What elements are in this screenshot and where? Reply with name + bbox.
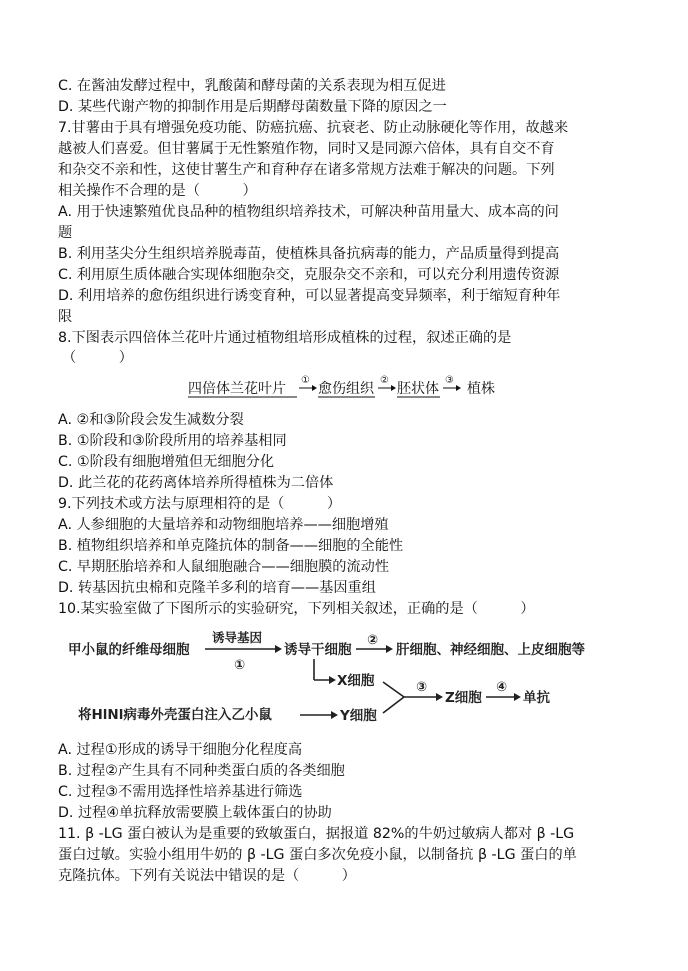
arrow-step-4: ④ — [496, 680, 508, 695]
text-line: 题 — [58, 225, 73, 241]
option-d: D. 利用培养的愈伤组织进行诱变育种，可以显著提高变异频率，利于缩短育种年 — [58, 288, 561, 304]
arrow-step-3: ③ — [416, 680, 428, 695]
text-line: 蛋白过敏。实验小组用牛奶的 β -LG 蛋白多次免疫小鼠，以制备抗 β -LG 蛋白的单 — [58, 847, 577, 863]
option-c: C. ①阶段有细胞增殖但无细胞分化 — [58, 454, 275, 470]
x-cell-node: X细胞 — [337, 673, 375, 689]
arrow-step-1: ① — [234, 658, 246, 673]
diagram-box-embryoid: 胚状体 — [397, 381, 439, 397]
option-b: B. 过程②产生具有不同种类蛋白质的各类细胞 — [58, 763, 345, 779]
z-cell-node: Z细胞 — [445, 690, 482, 706]
diagram-step-3: ③ — [445, 375, 454, 386]
option-d: D. 此兰花的花药离体培养所得植株为二倍体 — [58, 475, 334, 491]
answer-blank: （ ） — [62, 350, 133, 366]
diagram-plant: 植株 — [467, 381, 495, 397]
text-line: 限 — [58, 309, 73, 325]
text-line: 克隆抗体。下列有关说法中错误的是（ ） — [58, 868, 356, 884]
differentiated-cells: 肝细胞、神经细胞、上皮细胞等 — [396, 642, 585, 658]
monoclonal-antibody-diagram — [68, 627, 628, 729]
question-8-stem: 8.下图表示四倍体兰花叶片通过植物组培形成植株的过程，叙述正确的是 — [58, 330, 512, 346]
question-9-stem: 9.下列技术或方法与原理相符的是（ ） — [58, 496, 342, 512]
option-b: B. ①阶段和③阶段所用的培养基相同 — [58, 433, 287, 449]
option-c: C. 利用原生质体融合实现体细胞杂交，克服杂交不亲和，可以充分利用遗传资源 — [58, 267, 560, 283]
y-cell-node: Y细胞 — [340, 708, 377, 724]
arrow-label-gene: 诱导基因 — [212, 630, 263, 645]
diagram-step-2: ② — [380, 375, 389, 386]
question-7-stem: 7.甘薯由于具有增强免疫功能、防癌抗癌、抗衰老、防止动脉硬化等作用，故越来 — [58, 120, 569, 136]
diagram-box-leaf: 四倍体兰花叶片 — [188, 381, 286, 397]
option-c: C. 早期胚胎培养和人鼠细胞融合——细胞膜的流动性 — [58, 559, 390, 575]
source-fibroblast: 甲小鼠的纤维母细胞 — [68, 642, 190, 658]
option-d: D. 转基因抗虫棉和克隆羊多利的培育——基因重组 — [58, 580, 376, 596]
question-10-stem: 10.某实验室做了下图所示的实验研究，下列相关叙述，正确的是（ ） — [58, 601, 535, 617]
option-a: A. 人参细胞的大量培养和动物细胞培养——细胞增殖 — [58, 517, 389, 533]
option-b: B. 利用茎尖分生组织培养脱毒苗，使植株具备抗病毒的能力，产品质量得到提高 — [58, 246, 560, 262]
option-a: A. 过程①形成的诱导干细胞分化程度高 — [58, 742, 303, 758]
text-line: 越被人们喜爱。但甘薯属于无性繁殖作物，同时又是同源六倍体，具有自交不育 — [58, 141, 555, 157]
source-h1n1-injection: 将HlNl病毒外壳蛋白注入乙小鼠 — [78, 707, 272, 723]
stem-cell-node: 诱导干细胞 — [284, 642, 352, 658]
option-b: B. 植物组织培养和单克隆抗体的制备——细胞的全能性 — [58, 538, 404, 554]
option-c: C. 过程③不需用选择性培养基进行筛选 — [58, 784, 303, 800]
text-line: C. 在酱油发酵过程中，乳酸菌和酵母菌的关系表现为相互促进 — [58, 78, 446, 94]
text-line: 相关操作不合理的是（ ） — [58, 183, 257, 199]
text-line: D. 某些代谢产物的抑制作用是后期酵母菌数量下降的原因之一 — [58, 99, 447, 115]
question-11-stem: 11. β -LG 蛋白被认为是重要的致敏蛋白，据报道 82%的牛奶过敏病人都对 β -LG — [58, 826, 575, 842]
option-a: A. 用于快速繁殖优良品种的植物组织培养技术，可解决种苗用量大、成本高的问 — [58, 204, 559, 220]
tissue-culture-diagram — [0, 374, 688, 402]
text-line: 和杂交不亲和性，这使甘薯生产和育种存在诸多常规方法难于解决的问题。下列 — [58, 162, 555, 178]
option-d: D. 过程④单抗释放需要膜上载体蛋白的协助 — [58, 805, 332, 821]
arrow-step-2: ② — [367, 633, 379, 648]
monoclonal-antibody-node: 单抗 — [523, 690, 550, 706]
option-a: A. ②和③阶段会发生减数分裂 — [58, 412, 244, 428]
diagram-box-callus: 愈伤组织 — [318, 381, 374, 397]
diagram-step-1: ① — [301, 375, 310, 386]
